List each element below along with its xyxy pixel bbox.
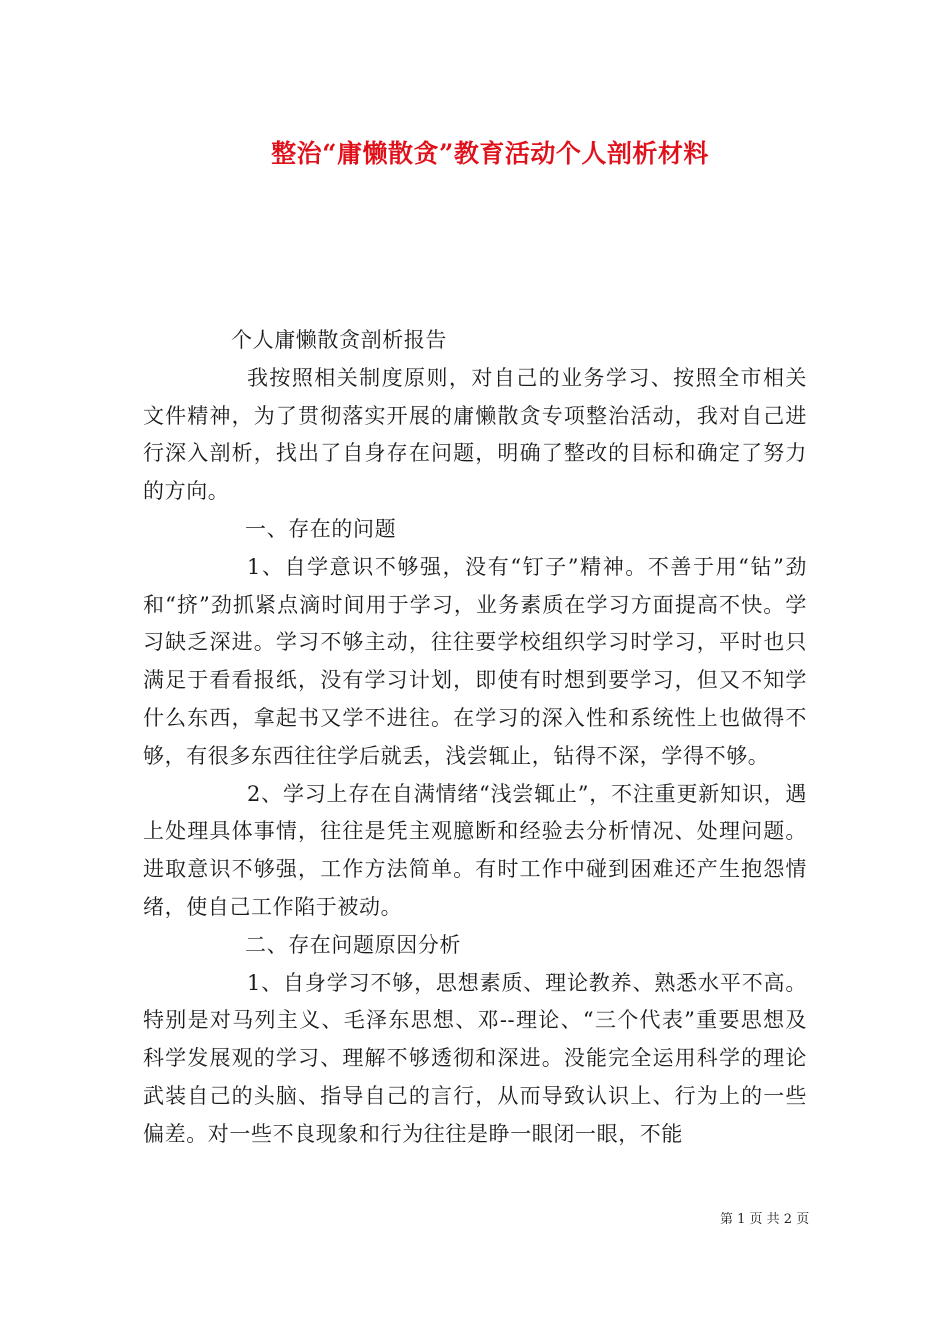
document-title: 整治“庸懒散贪”教育活动个人剖析材料 [271, 139, 709, 168]
section-heading-problems: 一、存在的问题 [245, 516, 397, 541]
section-heading-causes: 二、存在问题原因分析 [245, 932, 461, 957]
intro-paragraph: 我按照相关制度原则，对自己的业务学习、按照全市相关文件精神，为了贯彻落实开展的庸懒散贪专项整治活动，我对自己进行深入剖析，找出了自身存在问题，明确了整改的目标和确定了努力的方向。 [143, 365, 807, 504]
cause-item-1: 1、自身学习不够，思想素质、理论教养、熟悉水平不高。特别是对马列主义、毛泽东思想、邓--理论、“三个代表”重要思想及科学发展观的学习、理解不够透彻和深进。没能完全运用科学的理论武装自己的头脑、指导自己的言行，从而导致认识上、行为上的一些偏差。对一些不良现象和行为往往是睁一眼闭一眼，不能 [143, 970, 807, 1146]
report-subtitle: 个人庸懒散贪剖析报告 [231, 328, 447, 352]
problem-item-1: 1、自学意识不够强，没有“钉子”精神。不善于用“钻”劲和“挤”劲抓紧点滴时间用于学习，业务素质在学习方面提高不快。学习缺乏深进。学习不够主动，往往要学校组织学习时学习，平时也只满足于看看报纸，没有学习计划，即使有时想到要学习，但又不知学什么东西，拿起书又学不进往。在学习的深入性和系统性上也做得不够，有很多东西往往学后就丢，浅尝辄止，钻得不深，学得不够。 [143, 554, 807, 768]
page-number-footer: 第 1 页 共 2 页 [720, 1212, 810, 1227]
document-body [143, 322, 807, 1154]
problem-item-2: 2、学习上存在自满情绪“浅尝辄止”，不注重更新知识，遇上处理具体事情，往往是凭主观臆断和经验去分析情况、处理问题。进取意识不够强，工作方法简单。有时工作中碰到困难还产生抱怨情绪，使自己工作陷于被动。 [143, 781, 807, 919]
